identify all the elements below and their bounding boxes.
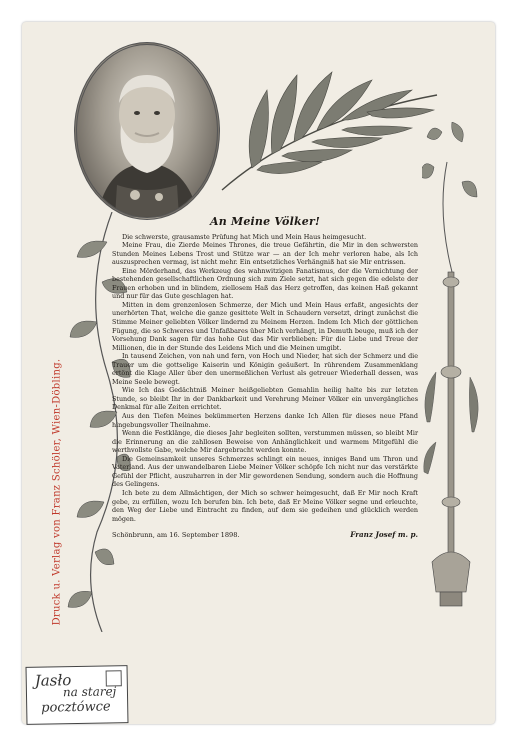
watermark-line: na starej: [62, 684, 117, 700]
paragraph: Eine Mörderhand, das Werkzeug des wahnwitzigen Fanatismus, der die Vernichtung der bestehenden gesellschaftlichen Ordnung sich zum Ziele setzt, hat sich gegen die edelste der Frauen erhoben und in blindem, ziellosem Haß das Herz getroffen, das keinen Haß gekannt und nur für das Gute geschlagen hat.: [112, 266, 418, 301]
publisher-text: Druck u. Verlag von Franz Schöler, Wien-Döbling.: [51, 358, 63, 626]
signature-row: [112, 531, 418, 540]
proclamation-title: An Meine Völker!: [209, 215, 321, 228]
paragraph: Ich bete zu dem Allmächtigen, der Mich so schwer heimgesucht, daß Er Mir noch Kraft gebe, zu erfüllen, wozu Ich berufen bin. Ich bete, daß Er Meine Völker segne und erleuchte, den Weg der Liebe und Eintracht zu finden, auf dem sie gedeihen und glücklich werden mögen.: [112, 488, 418, 523]
postage-stamp-icon: [106, 670, 122, 686]
torch-column-decoration: [422, 122, 484, 642]
watermark-line: Jasło: [34, 671, 72, 690]
paragraph: Aus den Tiefen Meines bekümmerten Herzens danke Ich Allen für dieses neue Pfand hingebungsvoller Theilnahme.: [112, 412, 418, 429]
paragraph: Meine Frau, die Zierde Meines Thrones, die treue Gefährtin, die Mir in den schwersten Stunden Meines Lebens Trost und Stütze war — an der Ich mehr verloren habe, als Ich auszusprechen vermag, ist nicht mehr. Ein entsetzliches Verhängniß hat sie Mir entrissen.: [112, 241, 418, 267]
watermark-stamp: [26, 665, 129, 725]
paragraph: Die schwerste, grausamste Prüfung hat Mich und Mein Haus heimgesucht.: [122, 232, 367, 241]
signature: Franz Josef m. p.: [350, 530, 418, 540]
postcard: [22, 22, 495, 724]
proclamation-text: [112, 215, 418, 638]
palm-frond-decoration: [212, 50, 442, 200]
paragraph: Wenn die Festklänge, die dieses Jahr begleiten sollten, verstummen müssen, so bleibt Mir die Erinnerung an die zahllosen Beweise von Anhänglichkeit und warmem Mitgefühl die werthvollste Gabe, welche Mir dargebracht werden konnte.: [112, 429, 418, 455]
paragraph: Die Gemeinsamkeit unseres Schmerzes schlingt ein neues, inniges Band um Thron und Vaterland. Aus der unwandelbaren Liebe Meiner Völker schöpfe Ich nicht nur das verstärkte Gefühl der Pflicht, auszuharren in der Mir gewordenen Sendung, sondern auch die Hoffnung des Gelingens.: [112, 454, 418, 489]
emperor-portrait: [77, 45, 217, 217]
paragraph: Mitten in dem grenzenlosen Schmerze, der Mich und Mein Haus erfaßt, angesichts der unerhörten That, welche die ganze gesittete Welt in Schaudern versetzt, dringt zunächst die Stimme Meiner geliebten Völker lindernd zu Meinem Herzen. Indem Ich Mich der göttlichen Fügung, die so Schweres und Unfaßbares über Mich verhängt, in Demuth beuge, muß ich der Vorsehung Dank sagen für das hohe Gut das Mir verblieben: Für die Liebe und Treue der Millionen, die in der Stunde des Leidens Mich und die Meinen umgibt.: [112, 300, 418, 352]
watermark-line: pocztówce: [41, 699, 111, 716]
portrait-medallion: [74, 42, 220, 220]
paragraph: Wie Ich das Gedächtniß Meiner heißgeliebten Gemahlin heilig halte bis zur letzten Stunde, so bleibt Ihr in der Dankbarkeit und Verehrung Meiner Völker ein unvergängliches Denkmal für alle Zeiten errichtet.: [112, 386, 418, 412]
place-date: Schönbrunn, am 16. September 1898.: [112, 531, 240, 540]
paragraph: In tausend Zeichen, von nah und fern, von Hoch und Nieder, hat sich der Schmerz und die Trauer um die gottselige Kaiserin und Königin geäußert. In rührendem Zusammenklang ertönt die Klage Aller über den unermeßlichen Verlust als getreuer Wiederhall dessen, was Meine Seele bewegt.: [112, 352, 418, 386]
